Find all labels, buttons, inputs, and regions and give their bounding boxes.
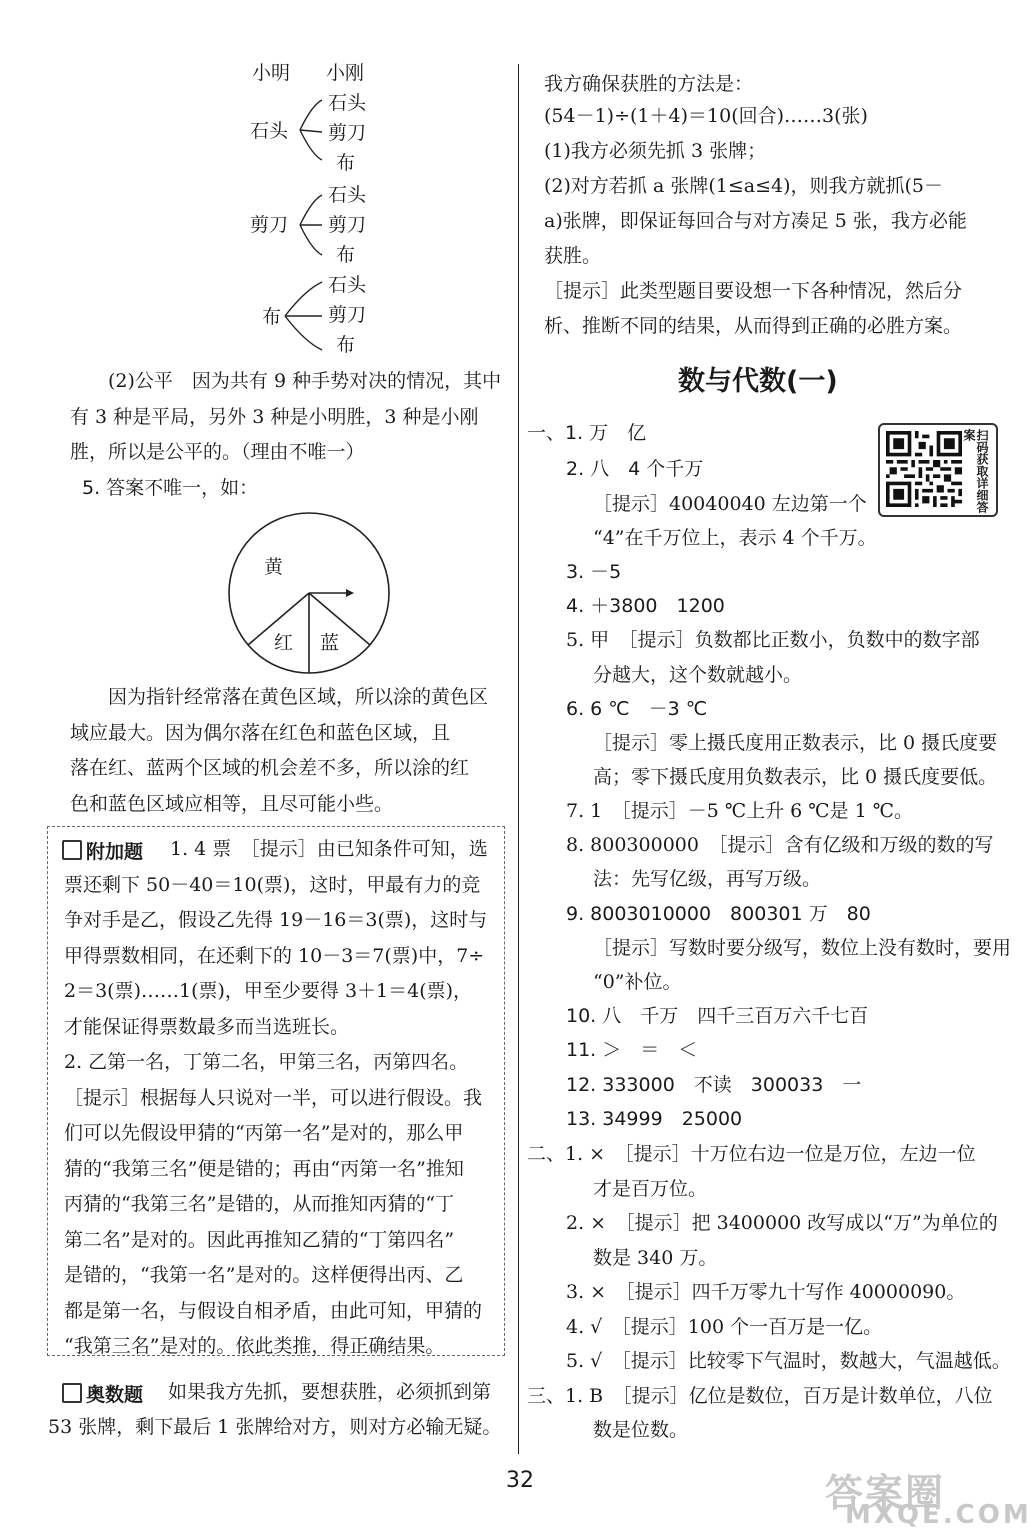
tree-root-rock: 石头 <box>250 120 289 142</box>
answer-line: 色和蓝色区域应相等，且尽可能小些。 <box>70 793 394 815</box>
answer-item: 13. 34999 25000 <box>566 1108 743 1130</box>
bonus-tag-icon <box>62 840 82 860</box>
answer-item: 7. 1 ［提示］－5 ℃上升 6 ℃是 1 ℃。 <box>566 800 913 822</box>
answer-item: 4. √ ［提示］100 个一百万是一亿。 <box>566 1316 883 1338</box>
tree-leaf: 布 <box>336 152 356 174</box>
answer-line: (1)我方必须先抓 3 张牌； <box>544 140 767 162</box>
bonus-line: 们可以先假设甲猜的“丙第一名”是对的，那么甲 <box>64 1122 464 1144</box>
tree-leaf: 石头 <box>328 274 367 296</box>
qr-caption: 扫码获取详细答案 <box>962 429 989 513</box>
answer-item: 9. 8003010000 800301 万 80 <box>566 903 871 925</box>
bonus-line: 票还剩下 50－40＝10(票)，这时，甲最有力的竞 <box>64 874 481 896</box>
tree-header-xiaoming: 小明 <box>252 62 291 84</box>
bonus-line: 丙猜的“我第三名”是错的，从而推知丙猜的“丁 <box>64 1193 455 1215</box>
answer-item: 三、1. B ［提示］亿位是数位，百万是计数单位，八位 <box>527 1385 993 1407</box>
bonus-line: 争对手是乙，假设乙先得 19－16＝3(票)，这时与 <box>64 909 488 931</box>
section-heading: 数与代数(一) <box>678 366 838 397</box>
answer-line: (2)公平 因为共有 9 种手势对决的情况，其中 <box>108 370 502 392</box>
tree-leaf: 剪刀 <box>328 214 367 236</box>
answer-item: 3. －5 <box>566 561 622 583</box>
answer-item: 10. 八 千万 四千三百万六千七百 <box>566 1005 869 1027</box>
qr-code-icon <box>886 431 962 507</box>
olympiad-tag-icon <box>62 1383 82 1403</box>
bonus-tag: 附加题 <box>62 840 143 862</box>
answer-item: 11. ＞ ＝ ＜ <box>566 1039 698 1061</box>
answer-line: 我方确保获胜的方法是： <box>544 73 754 95</box>
spinner-circle <box>226 510 392 676</box>
answer-line: (2)对方若抓 a 张牌(1≤a≤4)，则我方就抓(5－ <box>544 175 943 197</box>
tree-header-xiaogang: 小刚 <box>326 62 365 84</box>
bonus-line: 第二名”是对的。因此再推知乙猜的“丁第四名” <box>64 1229 455 1251</box>
tree-leaf: 布 <box>336 244 356 266</box>
answer-item: 5. 甲 ［提示］负数都比正数小，负数中的数字部 <box>566 629 980 651</box>
answer-item: 分越大，这个数就越小。 <box>593 664 803 686</box>
olympiad-tag: 奥数题 <box>62 1383 143 1405</box>
tree-root-scissors: 剪刀 <box>250 214 289 236</box>
answer-item: 二、1. × ［提示］十万位右边一位是万位，左边一位 <box>527 1143 976 1165</box>
tree-leaf: 石头 <box>328 184 367 206</box>
site-watermark <box>805 1462 1032 1532</box>
region-yellow-label: 黄 <box>264 556 284 578</box>
bonus-line: 2＝3(票)……1(票)，甲至少要得 3＋1＝4(票)， <box>64 980 473 1002</box>
tree-root-cloth: 布 <box>262 306 282 328</box>
bonus-line: “我第三名”是对的。依此类推，得正确结果。 <box>64 1335 445 1357</box>
answer-line: a)张牌，即保证每回合与对方凑足 5 张，我方必能 <box>544 210 967 232</box>
answer-item: 6. 6 ℃ －3 ℃ <box>566 698 708 720</box>
q5-title: 5. 答案不唯一，如： <box>82 477 259 499</box>
bonus-line: 甲得票数相同，在还剩下的 10－3＝7(票)中，7÷ <box>64 945 485 967</box>
bonus-line: 都是第一名，与假设自相矛盾，由此可知，甲猜的 <box>64 1300 483 1322</box>
answer-item: ［提示］40040040 左边第一个 <box>593 493 867 515</box>
page-number: 32 <box>506 1468 534 1493</box>
answer-item: 高；零下摄氏度用负数表示，比 0 摄氏度要低。 <box>593 766 998 788</box>
answer-item: 法：先写亿级，再写万级。 <box>593 868 822 890</box>
tree-leaf: 剪刀 <box>328 122 367 144</box>
olympiad-line: 如果我方先抓，要想获胜，必须抓到第 <box>168 1381 492 1403</box>
region-red-label: 红 <box>274 632 294 654</box>
answer-line: ［提示］此类型题目要设想一下各种情况，然后分 <box>544 280 963 302</box>
watermark-url: MXQE.COM <box>845 1500 1032 1530</box>
answer-item: ［提示］写数时要分级写，数位上没有数时，要用 <box>593 937 1012 959</box>
answer-line: 胜，所以是公平的。（理由不唯一） <box>70 441 365 463</box>
bonus-line: 才能保证得票数最多而当选班长。 <box>64 1016 350 1038</box>
bonus-line: 2. 乙第一名，丁第二名，甲第三名，丙第四名。 <box>64 1051 469 1073</box>
answer-line: 因为指针经常落在黄色区域，所以涂的黄色区 <box>108 686 489 708</box>
watermark-text: 答案圈 <box>825 1471 946 1515</box>
answer-item: 一、1. 万 亿 <box>527 422 647 444</box>
answer-line: 域应最大。因为偶尔落在红色和蓝色区域，且 <box>70 722 451 744</box>
olympiad-line: 53 张牌，剩下最后 1 张牌给对方，则对方必输无疑。 <box>48 1416 502 1438</box>
answer-item: 才是百万位。 <box>593 1178 708 1200</box>
answer-item: 12. 333000 不读 300033 一 <box>566 1074 862 1096</box>
answer-item: “4”在千万位上，表示 4 个千万。 <box>593 527 877 549</box>
region-blue-label: 蓝 <box>320 632 340 654</box>
answer-line: (54－1)÷(1＋4)＝10(回合)……3(张) <box>544 105 868 127</box>
answer-item: 5. √ ［提示］比较零下气温时，数越大，气温越低。 <box>566 1350 1011 1372</box>
tree-leaf: 布 <box>336 334 356 356</box>
answer-item: “0”补位。 <box>593 971 682 993</box>
answer-item: 数是位数。 <box>593 1419 689 1441</box>
bonus-line: 1. 4 票 ［提示］由已知条件可知，选 <box>170 838 488 860</box>
answer-line: 落在红、蓝两个区域的机会差不多，所以涂的红 <box>70 757 470 779</box>
answer-item: 2. × ［提示］把 3400000 改写成以“万”为单位的 <box>566 1212 998 1234</box>
answer-line: 析、推断不同的结果，从而得到正确的必胜方案。 <box>544 315 963 337</box>
answer-line: 获胜。 <box>544 245 602 267</box>
answer-item: 8. 800300000 ［提示］含有亿级和万级的数的写 <box>566 834 994 856</box>
answer-item: ［提示］零上摄氏度用正数表示，比 0 摄氏度要 <box>593 732 998 754</box>
qr-code-box[interactable] <box>878 423 998 517</box>
column-divider <box>518 64 519 1454</box>
bonus-line: 猜的“我第三名”便是错的；再由“丙第一名”推知 <box>64 1158 464 1180</box>
answer-item: 3. × ［提示］四千万零九十写作 40000090。 <box>566 1281 966 1303</box>
tree-leaf: 石头 <box>328 92 367 114</box>
tree-leaf: 剪刀 <box>328 304 367 326</box>
bonus-line: ［提示］根据每人只说对一半，可以进行假设。我 <box>64 1087 483 1109</box>
answer-item: 2. 八 4 个千万 <box>566 458 704 480</box>
bonus-line: 是错的，“我第一名”是对的。这样便得出丙、乙 <box>64 1264 464 1286</box>
answer-item: 数是 340 万。 <box>593 1247 718 1269</box>
answer-line: 有 3 种是平局，另外 3 种是小明胜，3 种是小刚 <box>70 406 479 428</box>
answer-item: 4. ＋3800 1200 <box>566 595 725 617</box>
